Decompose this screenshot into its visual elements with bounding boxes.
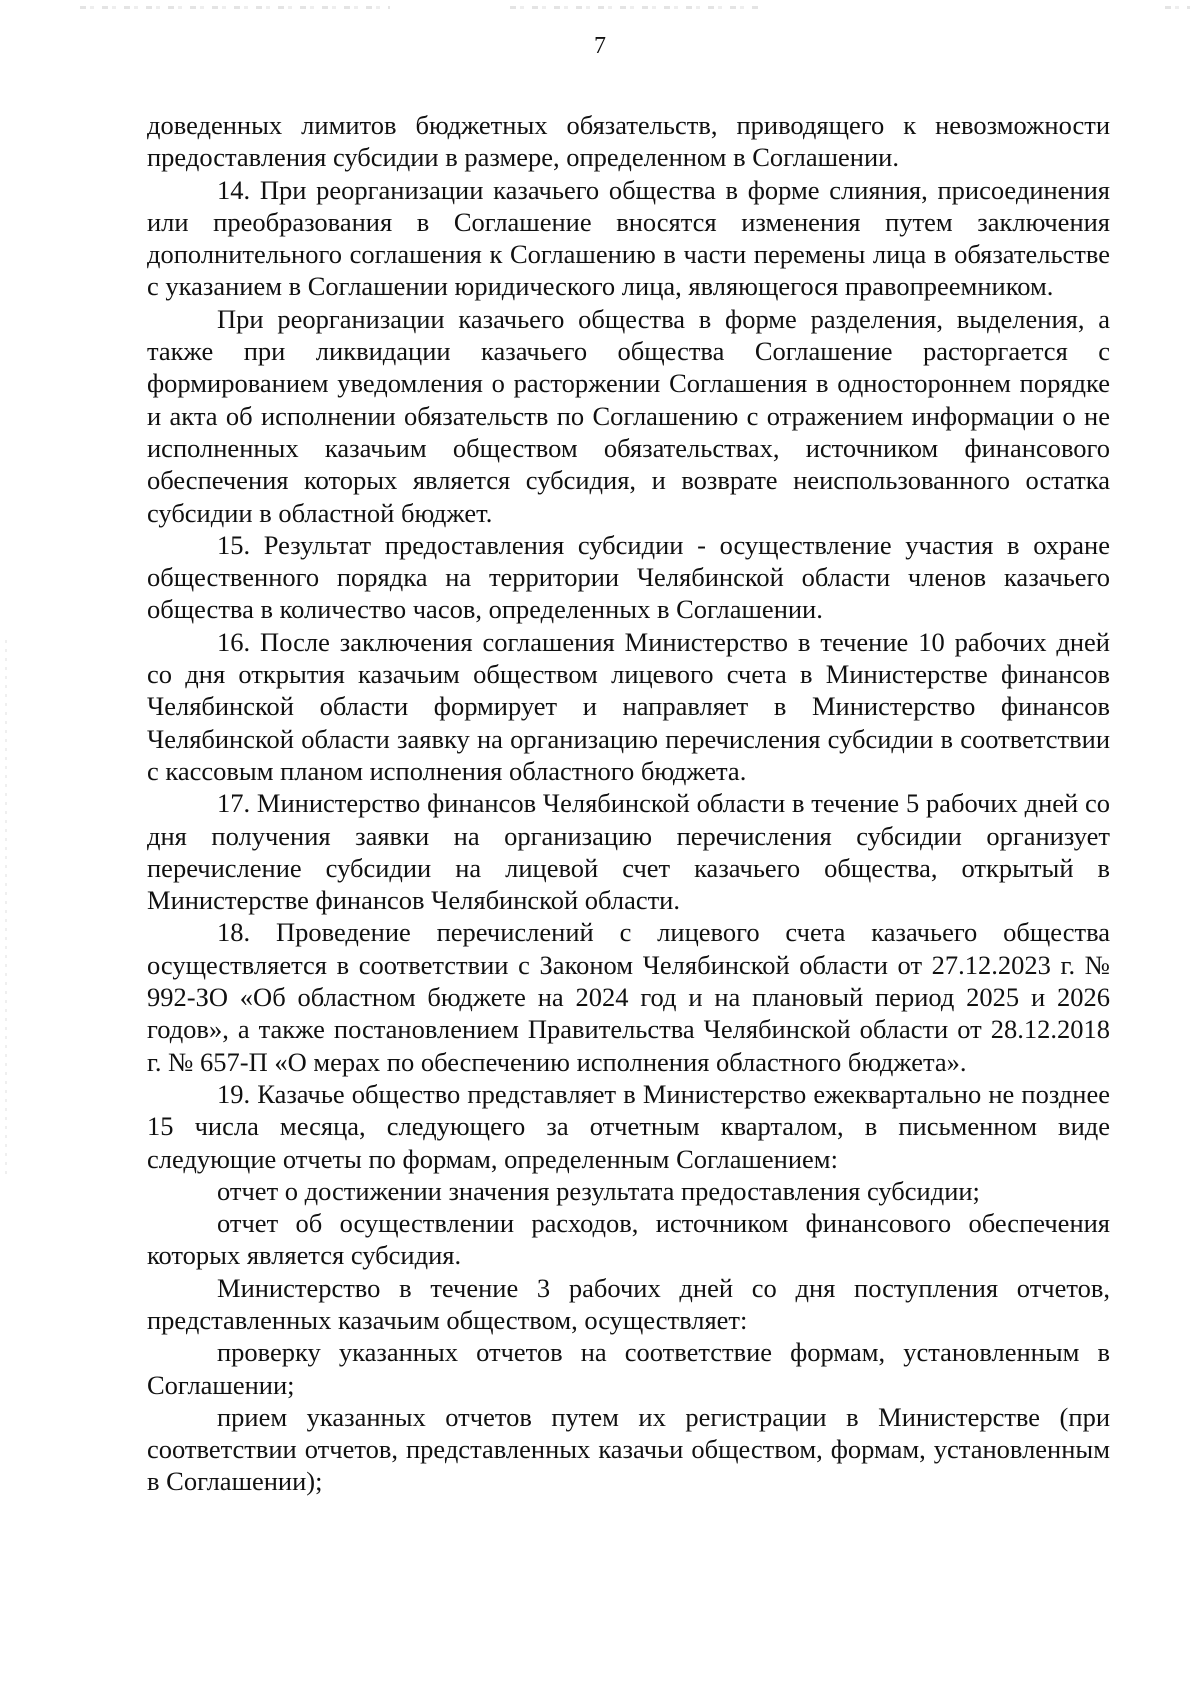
scan-artifact: [80, 6, 390, 9]
paragraph: отчет об осуществлении расходов, источником финансового обеспечения которых является субсидия.: [147, 1208, 1110, 1271]
paragraph: Министерство в течение 3 рабочих дней со дня поступления отчетов, представленных казачьим обществом, осуществляет:: [147, 1272, 1110, 1335]
scan-artifact: [510, 6, 760, 9]
paragraph: При реорганизации казачьего общества в форме разделения, выделения, а также при ликвидации казачьего общества Соглашение расторгается с формированием уведомления о расторжении Соглашения в одностороннем порядке и акта об исполнении обязательств по Соглашению с отражением информации о не исполненных казачьим обществом обязательствах, источником финансового обеспечения которых является субсидия, и возврате неиспользованного остатка субсидии в областной бюджет.: [147, 303, 1110, 528]
document-body: [147, 109, 1110, 1498]
paragraph: 16. После заключения соглашения Министерство в течение 10 рабочих дней со дня открытия казачьим обществом лицевого счета в Министерстве финансов Челябинской области формирует и направляет в Министерство финансов Челябинской области заявку на организацию перечисления субсидии в соответствии с кассовым планом исполнения областного бюджета.: [147, 626, 1110, 786]
paragraph: проверку указанных отчетов на соответствие формам, установленным в Соглашении;: [147, 1337, 1110, 1400]
scan-edge-artifact: [5, 640, 7, 1180]
paragraph: 14. При реорганизации казачьего общества в форме слияния, присоединения или преобразования в Соглашение вносятся изменения путем заключения дополнительного соглашения к Соглашению в части перемены лица в обязательстве с указанием в Соглашении юридического лица, являющегося правопреемником.: [147, 174, 1110, 302]
paragraph: 15. Результат предоставления субсидии - осуществление участия в охране общественного порядка на территории Челябинской области членов казачьего общества в количество часов, определенных в Соглашении.: [147, 529, 1110, 625]
paragraph: доведенных лимитов бюджетных обязательств, приводящего к невозможности предоставления субсидии в размере, определенном в Соглашении.: [147, 110, 1110, 173]
paragraph: 17. Министерство финансов Челябинской области в течение 5 рабочих дней со дня получения заявки на организацию перечисления субсидии организует перечисление субсидии на лицевой счет казачьего общества, открытый в Министерстве финансов Челябинской области.: [147, 788, 1110, 916]
page-number: 7: [594, 33, 606, 59]
paragraph: 19. Казачье общество представляет в Министерство ежеквартально не позднее 15 числа месяца, следующего за отчетным кварталом, в письменном виде следующие отчеты по формам, определенным Соглашением:: [147, 1078, 1110, 1174]
paragraph: 18. Проведение перечислений с лицевого счета казачьего общества осуществляется в соответствии с Законом Челябинской области от 27.12.2023 г. № 992-ЗО «Об областном бюджете на 2024 год и на плановый период 2025 и 2026 годов», а также постановлением Правительства Челябинской области от 28.12.2018 г. № 657-П «О мерах по обеспечению исполнения областного бюджета».: [147, 917, 1110, 1077]
paragraph: прием указанных отчетов путем их регистрации в Министерстве (при соответствии отчетов, представленных казачьи обществом, формам, установленным в Соглашении);: [147, 1401, 1110, 1497]
scan-artifact: [1165, 6, 1190, 9]
paragraph: отчет о достижении значения результата предоставления субсидии;: [217, 1175, 980, 1206]
